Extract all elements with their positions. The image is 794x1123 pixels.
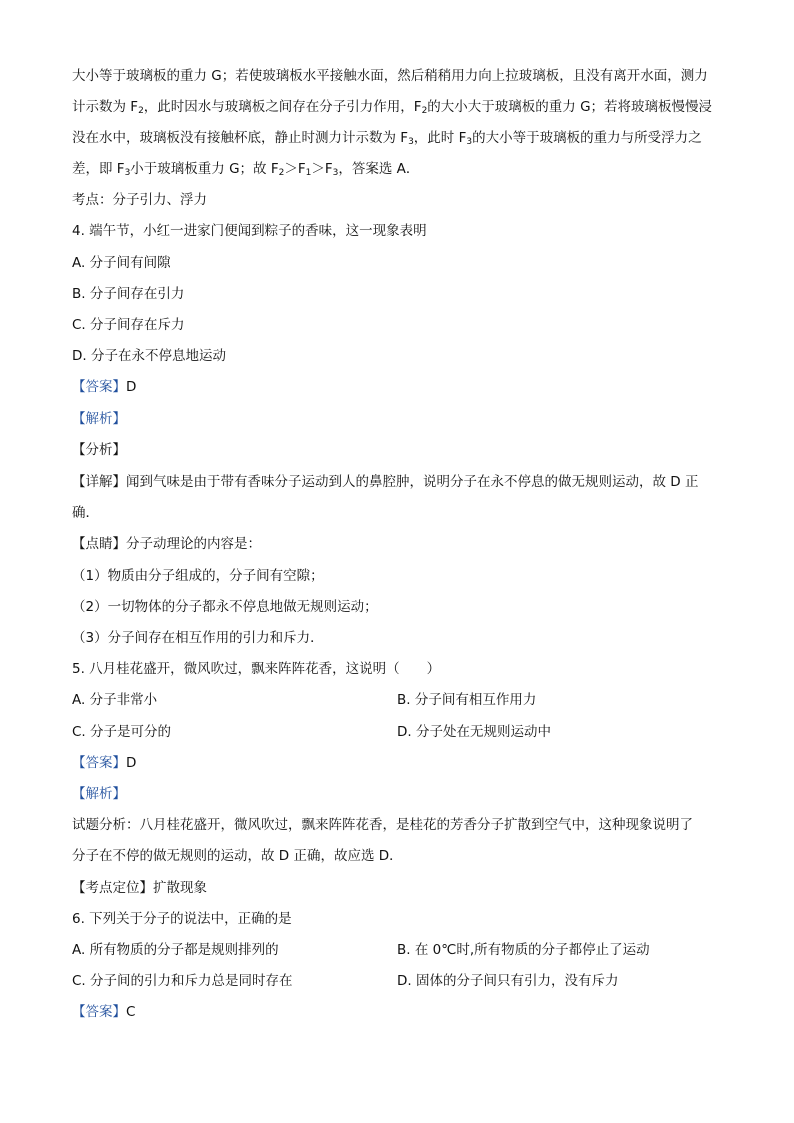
xiangjie-line	[72, 472, 698, 492]
text: 大小等于玻璃板的重力 G；若使玻璃板水平接触水面，然后稍稍用力向上拉玻璃板，且没有离开水面，测力	[72, 68, 708, 84]
dianjing-text: 分子动理论的内容是：	[126, 536, 261, 552]
point-2: （2）一切物体的分子都永不停息地做无规则运动；	[72, 599, 378, 615]
answer-tag: 【答案】	[72, 379, 126, 395]
option-a: A. 所有物质的分子都是规则排列的	[72, 942, 279, 958]
option-b: B. 分子间有相互作用力	[397, 692, 537, 708]
fenxi-line-2: 分子在不停的做无规则的运动，故 D 正确，故应选 D．	[72, 848, 403, 864]
answer-value: C	[126, 1004, 136, 1020]
kaodian-tag: 【考点定位】	[72, 880, 153, 896]
option-b: B. 在 0℃时,所有物质的分子都停止了运动	[397, 942, 650, 958]
xiangjie-text: 闻到气味是由于带有香味分子运动到人的鼻腔肿，说明分子在永不停息的做无规则运动，故 D 正	[126, 474, 699, 490]
text: ＞F	[311, 161, 333, 177]
paragraph-line	[72, 66, 708, 86]
subscript: 3	[466, 137, 473, 147]
text: ，答案选 A．	[338, 161, 420, 177]
option-d: D. 分子处在无规则运动中	[397, 724, 551, 740]
fenxi-line-1: 试题分析：八月桂花盛开，微风吹过，飘来阵阵花香，是桂花的芳香分子扩散到空气中，这种现象说明了	[72, 817, 693, 833]
option-a: A. 分子间有间隙	[72, 255, 171, 271]
answer-value: D	[126, 379, 137, 395]
text: 计示数为 F	[72, 99, 139, 115]
question-4-stem: 4. 端午节，小红一进家门便闻到粽子的香味，这一现象表明	[72, 223, 427, 239]
text: ，此时 F	[413, 130, 467, 146]
text: 小于玻璃板重力 G；故 F	[130, 161, 279, 177]
option-a: A. 分子非常小	[72, 692, 158, 708]
kaodian-dingwei-line	[72, 878, 207, 898]
paragraph-line	[72, 97, 712, 121]
option-c: C. 分子间存在斥力	[72, 317, 185, 333]
answer-value: D	[126, 755, 137, 771]
option-d: D. 分子在永不停息地运动	[72, 348, 226, 364]
xiangjie-line-2: 确．	[72, 505, 99, 521]
paragraph-line	[72, 159, 419, 183]
answer-tag: 【答案】	[72, 1004, 126, 1020]
paragraph-line	[72, 128, 702, 152]
jiexi-tag: 【解析】	[72, 786, 126, 802]
text: 没在水中，玻璃板没有接触杯底，静止时测力计示数为 F	[72, 130, 409, 146]
answer-line	[72, 753, 136, 773]
text: 差，即 F	[72, 161, 125, 177]
text: ＞F	[284, 161, 306, 177]
kaodian-line: 考点：分子引力、浮力	[72, 192, 207, 208]
subscript: 3	[408, 137, 414, 147]
question-6-stem: 6. 下列关于分子的说法中，正确的是	[72, 911, 292, 927]
kaodian-text: 扩散现象	[153, 880, 207, 896]
subscript: 2	[278, 168, 285, 178]
subscript: 3	[124, 168, 131, 178]
text: 的大小大于玻璃板的重力 G；若将玻璃板慢慢浸	[427, 99, 713, 115]
option-b: B. 分子间存在引力	[72, 286, 185, 302]
text: 的大小等于玻璃板的重力与所受浮力之	[472, 130, 702, 146]
option-c: C. 分子是可分的	[72, 724, 172, 740]
question-5-stem: 5. 八月桂花盛开，微风吹过，飘来阵阵花香，这说明（ ）	[72, 661, 441, 677]
option-d: D. 固体的分子间只有引力，没有斥力	[397, 973, 619, 989]
text: ，此时因水与玻璃板之间存在分子引力作用，F	[143, 99, 422, 115]
option-c: C. 分子间的引力和斥力总是同时存在	[72, 973, 293, 989]
xiangjie-tag: 【详解】	[72, 474, 126, 490]
point-1: （1）物质由分子组成的，分子间有空隙；	[72, 568, 324, 584]
fenxi-tag: 【分析】	[72, 442, 126, 458]
dianjing-line	[72, 534, 261, 554]
point-3: （3）分子间存在相互作用的引力和斥力．	[72, 630, 324, 646]
answer-tag: 【答案】	[72, 755, 126, 771]
subscript: 2	[138, 106, 144, 116]
dianjing-tag: 【点睛】	[72, 536, 126, 552]
subscript: 1	[305, 168, 312, 178]
subscript: 2	[421, 106, 428, 116]
jiexi-tag: 【解析】	[72, 411, 126, 427]
subscript: 3	[332, 168, 339, 178]
answer-line	[72, 1002, 135, 1022]
answer-line	[72, 377, 136, 397]
